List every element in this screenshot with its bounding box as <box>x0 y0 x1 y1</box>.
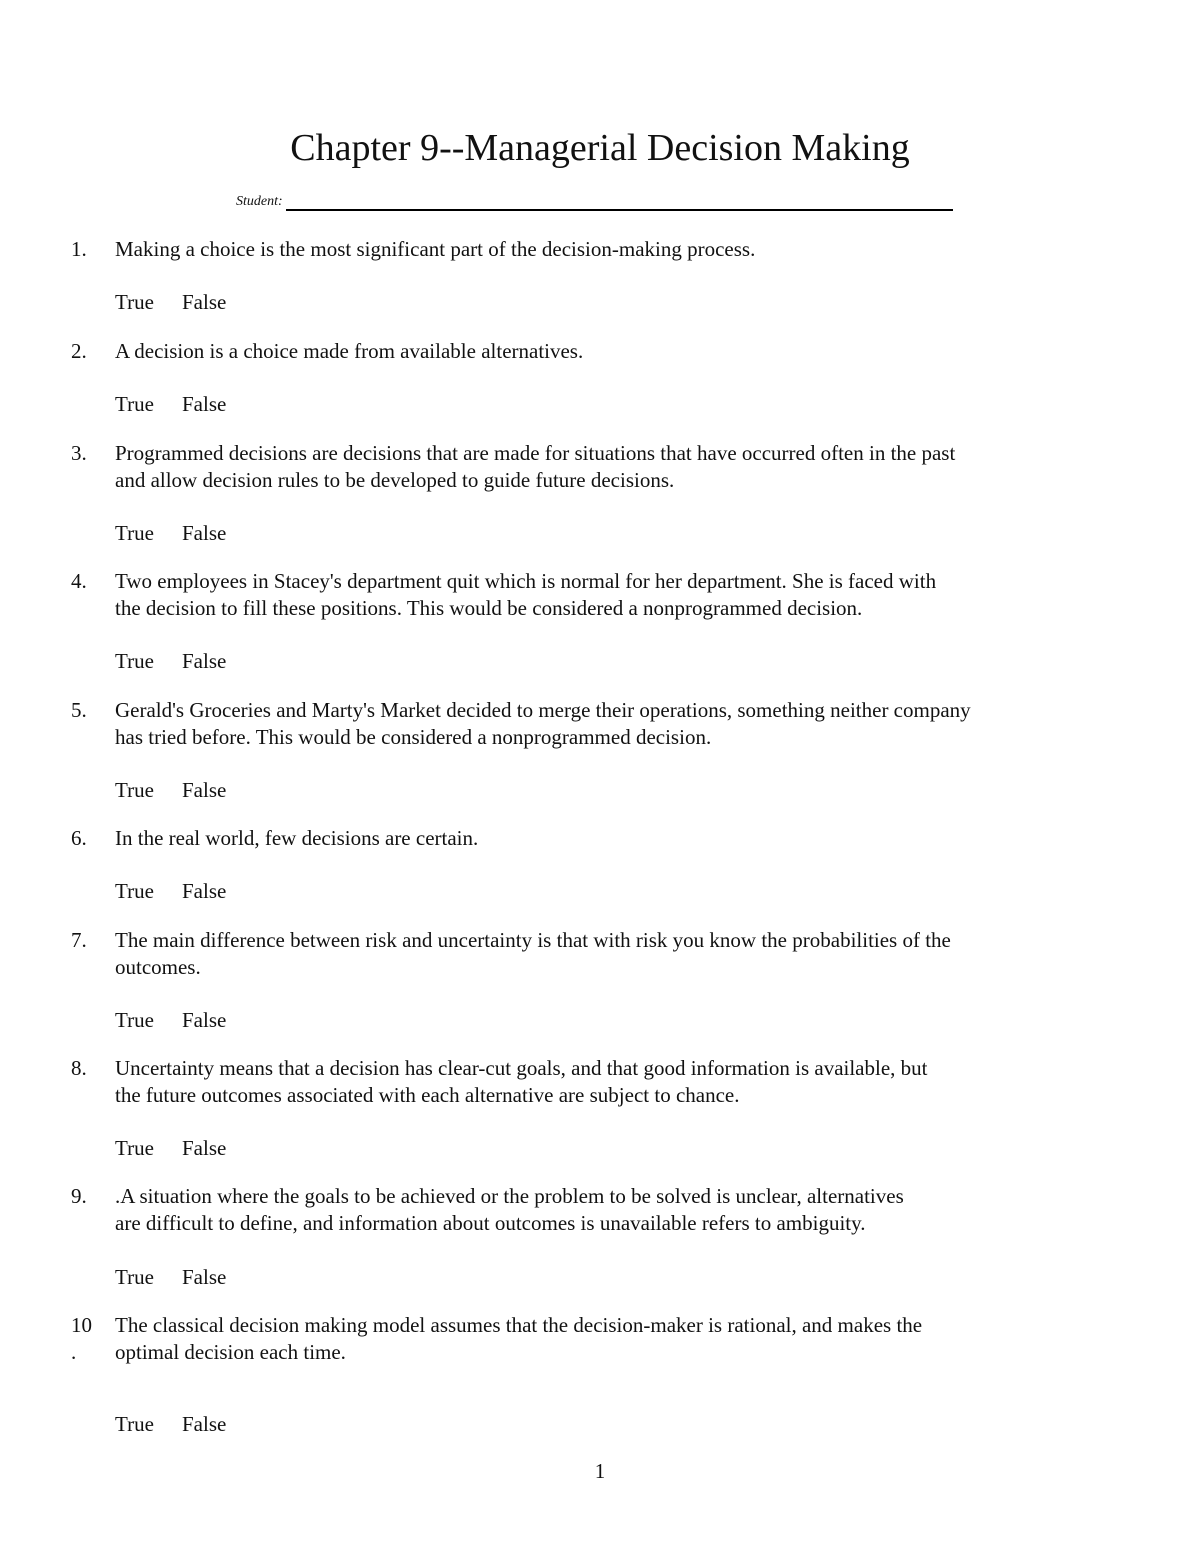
option-false[interactable]: False <box>182 392 227 416</box>
answer-options <box>115 878 226 905</box>
answer-options <box>115 1264 226 1291</box>
document-title: Chapter 9--Managerial Decision Making <box>290 127 910 169</box>
option-true[interactable]: True <box>115 879 154 903</box>
option-true[interactable]: True <box>115 1412 154 1436</box>
answer-options <box>115 391 226 418</box>
option-true[interactable]: True <box>115 1265 154 1289</box>
question-text: The main difference between risk and uncertainty is that with risk you know the probabilities of the outcomes. <box>115 928 951 979</box>
question-number: 1. <box>71 237 87 261</box>
answer-options <box>115 1007 226 1034</box>
option-true[interactable]: True <box>115 778 154 802</box>
option-true[interactable]: True <box>115 392 154 416</box>
question-number: 4. <box>71 569 87 593</box>
question-number: 7. <box>71 928 87 952</box>
option-true[interactable]: True <box>115 1136 154 1160</box>
option-false[interactable]: False <box>182 778 227 802</box>
question-text: In the real world, few decisions are certain. <box>115 826 479 850</box>
option-true[interactable]: True <box>115 649 154 673</box>
option-false[interactable]: False <box>182 1265 227 1289</box>
option-true[interactable]: True <box>115 290 154 314</box>
question-number: 3. <box>71 441 87 465</box>
option-false[interactable]: False <box>182 290 227 314</box>
question-number: 9. <box>71 1184 87 1208</box>
option-false[interactable]: False <box>182 1412 227 1436</box>
question-text: Making a choice is the most significant part of the decision-making process. <box>115 237 756 261</box>
option-false[interactable]: False <box>182 1136 227 1160</box>
page-number: 1 <box>594 1459 606 1483</box>
question-number: 10 . <box>71 1313 92 1364</box>
option-true[interactable]: True <box>115 1008 154 1032</box>
option-true[interactable]: True <box>115 521 154 545</box>
question-text: Programmed decisions are decisions that are made for situations that have occurred often in the past and allow decision rules to be developed to guide future decisions. <box>115 441 956 492</box>
answer-options <box>115 1135 226 1162</box>
question-number: 8. <box>71 1056 87 1080</box>
answer-options <box>115 1411 226 1438</box>
question-number: 6. <box>71 826 87 850</box>
question-text: .A situation where the goals to be achieved or the problem to be solved is unclear, alternatives are difficult to define, and information about outcomes is unavailable refers to ambiguity. <box>115 1184 904 1235</box>
question-text: A decision is a choice made from available alternatives. <box>115 339 584 363</box>
option-false[interactable]: False <box>182 521 227 545</box>
question-text: Two employees in Stacey's department quit which is normal for her department. She is faced with the decision to fill these positions. This would be considered a nonprogrammed decision. <box>115 569 937 620</box>
question-text: Gerald's Groceries and Marty's Market decided to merge their operations, something neither company has tried before. This would be considered a nonprogrammed decision. <box>115 698 971 749</box>
option-false[interactable]: False <box>182 649 227 673</box>
student-name-line[interactable] <box>286 193 953 211</box>
question-number: 2. <box>71 339 87 363</box>
answer-options <box>115 648 226 675</box>
student-field <box>236 193 953 211</box>
option-false[interactable]: False <box>182 879 227 903</box>
question-number: 5. <box>71 698 87 722</box>
student-label: Student: <box>236 194 283 209</box>
answer-options <box>115 520 226 547</box>
option-false[interactable]: False <box>182 1008 227 1032</box>
answer-options <box>115 289 226 316</box>
answer-options <box>115 777 226 804</box>
question-text: The classical decision making model assumes that the decision-maker is rational, and makes the optimal decision each time. <box>115 1313 923 1364</box>
question-text: Uncertainty means that a decision has clear-cut goals, and that good information is available, but the future outcomes associated with each alternative are subject to chance. <box>115 1056 928 1107</box>
